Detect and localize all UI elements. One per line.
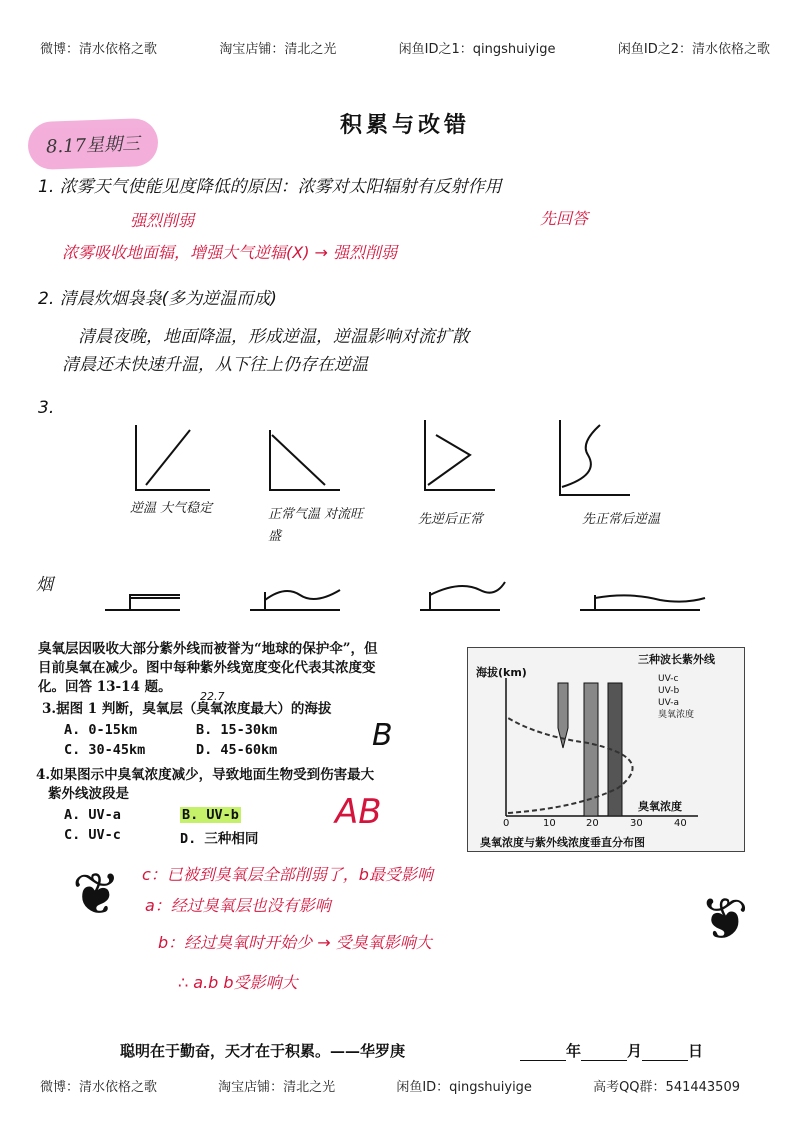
- footer-qq: 高考QQ群：541443509: [593, 1080, 740, 1095]
- red-note-3: b：经过臭氧时开始少 → 受臭氧影响大: [158, 933, 432, 952]
- red-note-1: c：已被到臭氧层全部削弱了，b最受影响: [142, 865, 433, 884]
- diagram-label-2: 正常气温 对流旺盛: [268, 507, 364, 544]
- x-tick-0: 0: [503, 818, 510, 829]
- legend-uv-c: UV-c: [658, 674, 679, 684]
- bottom-quote: 聪明在于勤奋，天才在于积累。——华罗庚: [120, 1042, 406, 1060]
- ozone-uv-chart: [467, 647, 745, 852]
- note-q1: 1. 浓雾天气使能见度降低的原因：浓雾对太阳辐射有反射作用: [38, 177, 502, 197]
- header-weibo: 微博：清水依格之歌: [40, 42, 158, 57]
- diagram-label-1: 逆温 大气稳定: [130, 501, 213, 516]
- diagram-label-3: 先逆后正常: [418, 512, 484, 527]
- footer-taobao: 淘宝店铺：清北之光: [218, 1080, 336, 1095]
- date-note: 8.17星期三: [27, 118, 159, 171]
- axes-sketch-2: [270, 430, 340, 490]
- note-q3: 3.: [38, 398, 55, 418]
- q13-hand-answer: B: [372, 718, 393, 753]
- page-header: [40, 38, 770, 57]
- footer-weibo: 微博：清水依格之歌: [40, 1080, 158, 1095]
- curve-sketch-3: [428, 435, 470, 485]
- header-xianyu1: 闲鱼ID之1：qingshuiyige: [398, 42, 556, 57]
- question-intro-2: 目前臭氧在减少。图中每种紫外线宽度变化代表其浓度变: [38, 660, 376, 676]
- q13-option-d: D. 45-60km: [196, 742, 278, 758]
- legend-uv-b: UV-b: [658, 686, 680, 696]
- chart-caption: 臭氧浓度与紫外线浓度垂直分布图: [480, 836, 645, 849]
- curve-sketch-2: [272, 435, 325, 485]
- x-tick-20: 20: [586, 818, 599, 829]
- header-taobao: 淘宝店铺：清北之光: [219, 42, 337, 57]
- chart-ylabel: 海拔(km): [476, 666, 527, 679]
- chart-title: 三种波长紫外线: [638, 653, 715, 666]
- swirl-ornament-right: ❦: [700, 885, 749, 953]
- legend-ozone: 臭氧浓度: [658, 710, 695, 720]
- date-fill-in: 年 月 日: [520, 1040, 703, 1061]
- q13-option-a: A. 0-15km: [64, 722, 138, 738]
- page-footer: [40, 1076, 740, 1095]
- smoke-sketches: [100, 570, 720, 620]
- swirl-ornament-left: ❦: [72, 860, 121, 928]
- red-note-4: ∴ a.b b受影响大: [178, 973, 298, 992]
- q14-option-c: C. UV-c: [64, 827, 121, 843]
- note-q1-red-a: 先回答: [540, 209, 589, 228]
- chart-plot: [468, 648, 744, 851]
- red-note-2: a：经过臭氧层也没有影响: [145, 896, 331, 915]
- note-q1-red-b: 浓雾吸收地面辐，增强大气逆辐(X) → 强烈削弱: [62, 243, 398, 262]
- uv-b-bar: [584, 683, 598, 816]
- question-intro-3: 化。回答 13-14 题。: [38, 679, 172, 695]
- q14-option-d: D. 三种相同: [180, 831, 259, 847]
- question-13: 3.据图 1 判断，臭氧层（臭氧浓度最大）的海拔: [42, 701, 332, 717]
- header-xianyu2: 闲鱼ID之2：清水依格之歌: [617, 42, 770, 57]
- page-title: 积累与改错: [340, 112, 471, 138]
- diagram-label-4: 先正常后逆温: [582, 512, 661, 527]
- smoke-label: 烟: [36, 575, 53, 595]
- curve-sketch-1: [146, 430, 190, 485]
- question-13-note: 22.7: [200, 690, 225, 703]
- q13-option-c: C. 30-45km: [64, 742, 146, 758]
- q14-option-b: B. UV-b: [182, 807, 239, 823]
- q13-option-b: B. 15-30km: [196, 722, 278, 738]
- curve-sketch-4: [562, 425, 600, 487]
- note-q1-mark: 强烈削弱: [130, 211, 195, 230]
- question-14-line-1: 4.如果图示中臭氧浓度减少，导致地面生物受到伤害最大: [36, 767, 375, 783]
- question-intro-1: 臭氧层因吸收大部分紫外线而被誉为“地球的保护伞”，但: [38, 641, 378, 657]
- x-tick-40: 40: [674, 818, 687, 829]
- q14-option-a: A. UV-a: [64, 807, 121, 823]
- note-q2: 2. 清晨炊烟袅袅(多为逆温而成): [38, 289, 277, 309]
- q14-hand-answer: AB: [335, 792, 382, 832]
- axes-sketch-1: [136, 425, 210, 490]
- x-tick-30: 30: [630, 818, 643, 829]
- chart-xlabel: 臭氧浓度: [638, 800, 682, 813]
- footer-xianyu: 闲鱼ID：qingshuiyige: [396, 1080, 532, 1095]
- x-tick-10: 10: [543, 818, 556, 829]
- legend-uv-a: UV-a: [658, 698, 679, 708]
- note-q2-a: 清晨夜晚，地面降温，形成逆温，逆温影响对流扩散: [78, 327, 469, 347]
- note-q2-b: 清晨还未快速升温，从下往上仍存在逆温: [62, 355, 368, 375]
- question-14-line-2: 紫外线波段是: [48, 786, 129, 802]
